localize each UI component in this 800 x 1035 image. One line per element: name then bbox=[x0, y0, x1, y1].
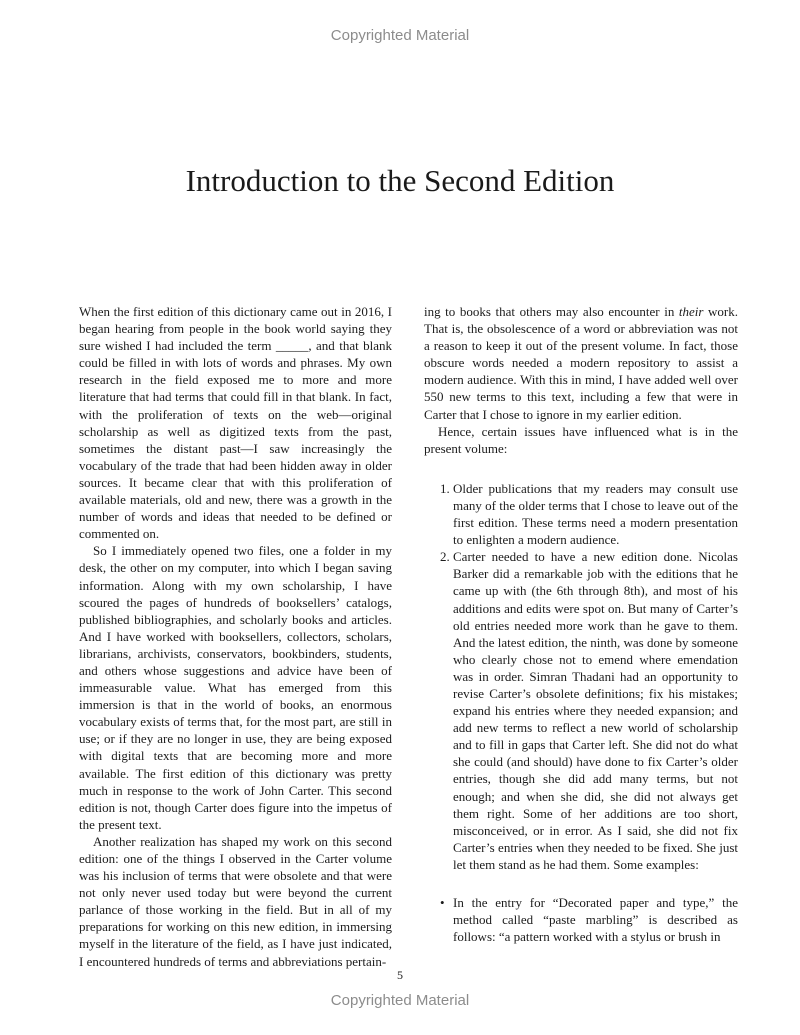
numbered-list-item: 1. Older publications that my readers may consult use many of the older terms that I chose to leave out of the first edition. These terms need a modern presentation to enlighten a modern audience. bbox=[453, 480, 738, 548]
continued-paragraph bbox=[424, 303, 738, 423]
left-text-column bbox=[79, 303, 392, 970]
chapter-title: Introduction to the Second Edition bbox=[185, 163, 615, 198]
paragraph-text: work. That is, the obsolescence of a word or abbreviation was not a reason to keep it out of the present volume. In fact, those obscure words needed a modern repository to assist a modern audience. With this in mind, I have added well over 550 new terms to this text, including a few that were in Carter that I chose to ignore in my earlier edition. bbox=[424, 304, 739, 422]
right-text-column bbox=[424, 303, 738, 945]
lead-in-paragraph: Hence, certain issues have influenced what is in the present volume: bbox=[424, 423, 738, 456]
paragraph: So I immediately opened two files, one a folder in my desk, the other on my computer, into which I began saving information. Along with my own scholarship, I have scoured the pages of hundreds of booksellers’ catalogs, published bibliographies, and scholarly books and articles. And I have worked with booksellers, collectors, scholars, librarians, archivists, conservators, bookbinders, students, and others whose suggestions and advice have been of immeasurable value. What has emerged from this immersion is that in the world of books, an enormous vocabulary exists of terms that, for the most part, are still in use; or if they are no longer in use, they are being exposed with digital texts that are becoming more and more available. The first edition of this dictionary was pretty much in response to the work of John Carter. This second edition is not, though Carter does figure into the impetus of the present text. bbox=[79, 543, 392, 832]
numbered-list bbox=[424, 480, 738, 873]
numbered-list-item: 2. Carter needed to have a new edition done. Nicolas Barker did a remarkable job with the editions that he came up with (the 6th through 8th), and most of his additions and edits were spot on. But many of Carter’s old entries needed more work than he gave to them. And the latest edition, the ninth, was done by someone who clearly chose not to emend where emendation was in order. Simran Thadani had an opportunity to revise Carter’s obsolete definitions; fix his mistakes; expand his entries where they needed expansion; and add new terms to reflect a new world of scholarship and to fill in gaps that Carter left. She did not do what she could (and should) have done to fix Carter’s older entries, though she did add many terms, but not enough; and when she did, she did not always get them right. Some of her additions are too short, misconceived, or in error. As I said, she did not fix Carter’s entries when they needed to be fixed. She just let them stand as he had them. Some examples: bbox=[453, 548, 738, 873]
paragraph: Another realization has shaped my work on this second edition: one of the things I observed in the Carter volume was his inclusion of terms that were obsolete and that were not only never used today but were beyond the current parlance of those working in the field. But in all of my preparations for working on this new edition, in immersing myself in the literature of the field, as I have just indicated, I encountered hundreds of terms and abbreviations pertain- bbox=[79, 833, 392, 969]
paragraph: When the first edition of this dictionary came out in 2016, I began hearing from people in the book world saying they sure wished I had included the term _____, and that blank could be filled in with lots of words and phrases. My own research in the field exposed me to more and more literature that had terms that could fill in that blank. In fact, with the proliferation of texts on the web—original scholarship as well as digitized texts from the past, sometimes the distant past—I saw increasingly the vocabulary of the trade that had been hidden away in older sources. It became clear that with this proliferation of available materials, old and new, there was a growth in the number of words and ideas that needed to be defined or commented on. bbox=[79, 304, 392, 542]
emphasized-word: their bbox=[678, 304, 704, 319]
copyright-watermark-bottom: Copyrighted Material bbox=[330, 992, 470, 1009]
copyright-watermark-top: Copyrighted Material bbox=[330, 27, 470, 44]
bullet-list-item: • In the entry for “Decorated paper and type,” the method called “paste marbling” is described as follows: “a pattern worked with a stylus or brush in bbox=[453, 894, 738, 945]
paragraph-text: ing to books that others may also encounter in bbox=[424, 304, 679, 319]
example-bullet-list bbox=[424, 894, 738, 945]
page-number: 5 bbox=[397, 968, 403, 982]
